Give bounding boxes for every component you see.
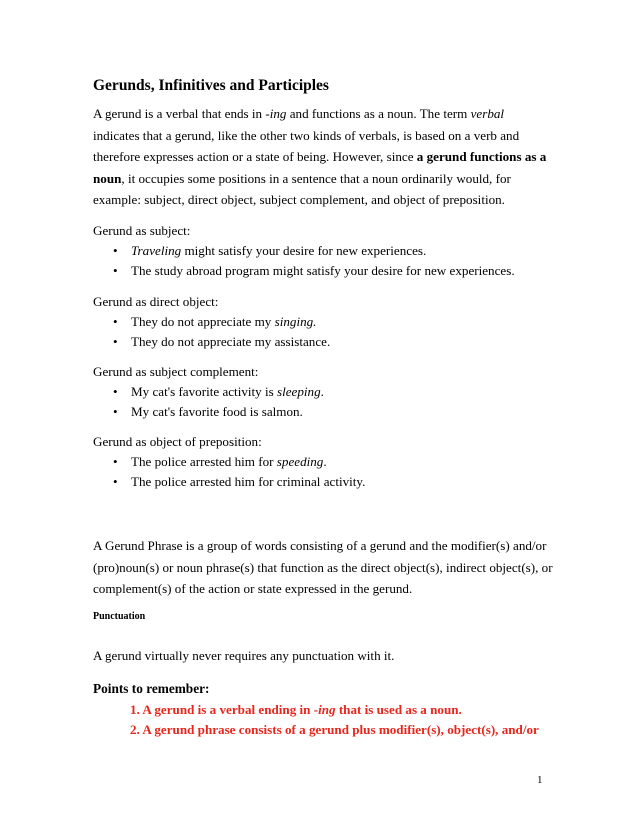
bullet-icon: • — [113, 404, 118, 419]
section-gerund-direct-object — [93, 292, 553, 352]
item-text-after: . — [320, 384, 324, 399]
section-gerund-object-of-preposition — [93, 432, 553, 492]
item-italic: Traveling — [131, 243, 182, 258]
item-text-before: My cat's favorite activity is — [131, 384, 277, 399]
example-list — [93, 382, 553, 422]
list-item — [93, 261, 553, 281]
item-italic: speeding — [276, 454, 324, 469]
bullet-icon: • — [113, 384, 118, 399]
intro-text-1: A gerund is a verbal that ends in — [93, 106, 266, 121]
list-item — [93, 472, 553, 492]
intro-paragraph — [93, 103, 553, 211]
page-number: 1 — [537, 774, 543, 786]
example-list — [93, 241, 553, 281]
section-label: Gerund as subject: — [93, 223, 191, 238]
item-text-before: They do not appreciate my — [131, 314, 275, 329]
intro-text-3: indicates that a gerund, like the other two kinds of verbals, is based on a verb and therefore expresses action or a state of being. However, since — [93, 127, 520, 164]
gerund-phrase-paragraph: A Gerund Phrase is a group of words consisting of a gerund and the modifier(s) and/or (pro)noun(s) or noun phrase(s) that function as the direct object(s), indirect object(s), or complement(s) of the action or state expressed in the gerund. — [93, 538, 553, 596]
intro-ing: -ing — [265, 106, 287, 121]
item-text-before: The police arrested him for — [131, 454, 277, 469]
section-label: Gerund as direct object: — [93, 294, 219, 309]
points-list — [130, 700, 560, 740]
list-item — [93, 382, 553, 402]
item-text-before: The police arrested him for criminal activity. — [131, 474, 366, 489]
example-list — [93, 452, 553, 492]
section-gerund-subject — [93, 221, 553, 281]
example-list — [93, 312, 553, 352]
item-text-after: might satisfy your desire for new experiences. — [181, 243, 427, 258]
point-item-2: 2. A gerund phrase consists of a gerund plus modifier(s), object(s), and/or — [130, 722, 539, 737]
list-item — [93, 452, 553, 472]
section-label: Gerund as object of preposition: — [93, 434, 262, 449]
points-heading: Points to remember: — [93, 681, 210, 696]
bullet-icon: • — [113, 474, 118, 489]
bullet-icon: • — [113, 263, 118, 278]
list-item — [93, 312, 553, 332]
punctuation-heading: Punctuation — [93, 611, 146, 622]
item-text-before: The study abroad program might satisfy your desire for new experiences. — [131, 263, 515, 278]
intro-text-2: and functions as a noun. The term — [286, 106, 471, 121]
bullet-icon: • — [113, 454, 118, 469]
list-item — [93, 402, 553, 422]
point-1-text-a: 1. A gerund is a verbal ending in — [130, 702, 314, 717]
intro-bold: a gerund functions as a noun — [93, 149, 547, 186]
item-italic: singing. — [274, 314, 317, 329]
intro-verbal: verbal — [470, 106, 505, 121]
list-item — [93, 332, 553, 352]
bullet-icon: • — [113, 243, 118, 258]
document-title: Gerunds, Infinitives and Participles — [93, 77, 329, 94]
item-text-before: They do not appreciate my assistance. — [131, 334, 331, 349]
point-1-ing: -ing — [313, 702, 336, 717]
bullet-icon: • — [113, 314, 118, 329]
punctuation-paragraph: A gerund virtually never requires any punctuation with it. — [93, 648, 395, 663]
item-text-after: . — [323, 454, 327, 469]
intro-text-4: , it occupies some positions in a sentence that a noun ordinarily would, for example: subject, direct object, subject complement, and object of preposition. — [93, 170, 511, 207]
point-1-text-b: that is used as a noun. — [335, 702, 462, 717]
bullet-icon: • — [113, 334, 118, 349]
item-text-before: My cat's favorite food is salmon. — [131, 404, 303, 419]
point-item-1 — [130, 700, 560, 720]
section-label: Gerund as subject complement: — [93, 364, 259, 379]
item-italic: sleeping — [277, 384, 321, 399]
list-item — [93, 241, 553, 261]
section-gerund-subject-complement — [93, 362, 553, 422]
